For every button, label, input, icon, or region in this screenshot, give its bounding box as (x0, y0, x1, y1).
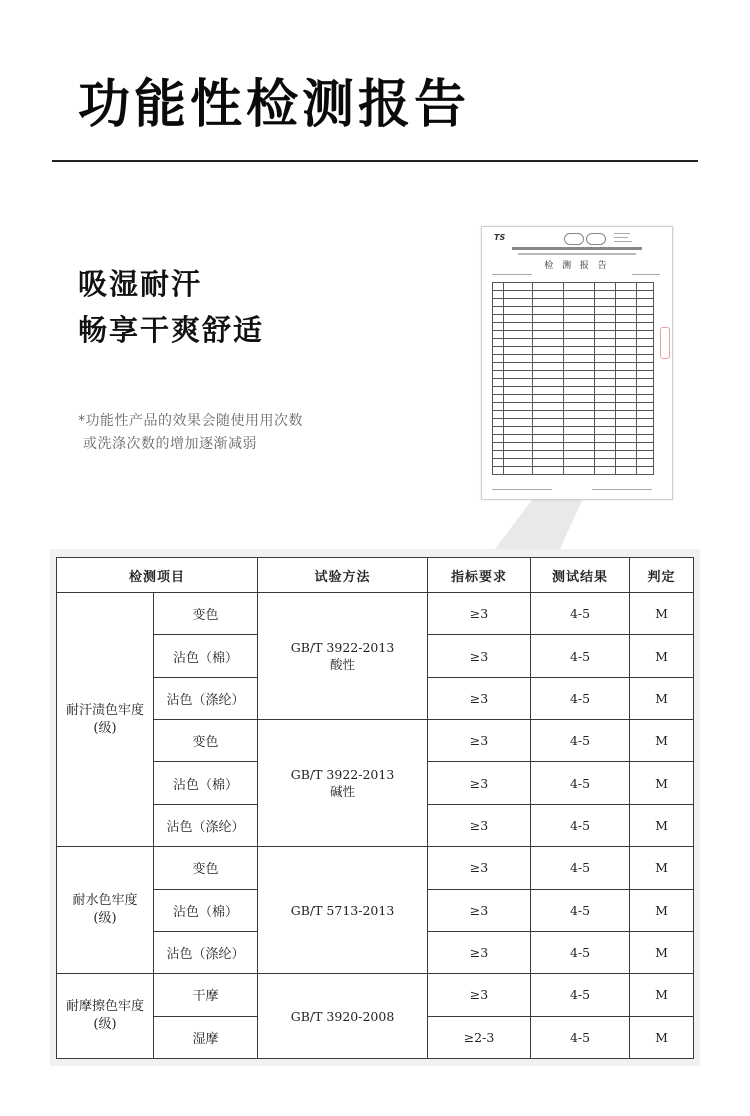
verdict-cell: M (630, 847, 694, 889)
footnote-line-1: *功能性产品的效果会随使用用次数 (78, 413, 303, 429)
sub-item: 沾色（棉） (154, 889, 258, 931)
method-standard: GB/T 5713-2013 (290, 902, 395, 918)
test-results-table (56, 557, 694, 1059)
footnote-line-2: 或洗涤次数的增加逐渐减弱 (83, 436, 257, 452)
header-verdict: 判定 (630, 558, 694, 593)
group-label-line: 耐水色牢度 (72, 893, 138, 909)
sub-item: 沾色（涤纶） (154, 931, 258, 973)
sub-item: 沾色（涤纶） (154, 804, 258, 846)
requirement-cell: ≥3 (428, 593, 531, 635)
requirement-cell: ≥3 (428, 804, 531, 846)
page-title: 功能性检测报告 (78, 75, 471, 135)
verdict-cell: M (630, 889, 694, 931)
group-label-unit: (级) (93, 911, 117, 927)
cnas-badge-icon (586, 233, 606, 245)
method-cell (258, 974, 428, 1059)
header-method: 试验方法 (258, 558, 428, 593)
test-results-card (50, 549, 700, 1066)
table-row (57, 847, 694, 889)
method-condition: 酸性 (330, 656, 356, 672)
sub-item: 变色 (154, 593, 258, 635)
thumbnail-table (492, 282, 654, 475)
result-cell: 4-5 (531, 593, 630, 635)
group-label-perspiration (57, 593, 154, 847)
report-thumbnail (481, 226, 673, 500)
group-label-line: 耐摩擦色牢度 (65, 999, 144, 1015)
sub-item: 变色 (154, 847, 258, 889)
certification-badge-icon (564, 233, 584, 245)
verdict-cell: M (630, 720, 694, 762)
group-label-line: 耐汗渍色牢度 (65, 702, 144, 718)
group-label-rubbing (57, 974, 154, 1059)
sub-item: 沾色（棉） (154, 762, 258, 804)
result-cell: 4-5 (531, 847, 630, 889)
group-label-unit: (级) (93, 720, 117, 736)
sub-item: 沾色（棉） (154, 635, 258, 677)
sub-item: 沾色（涤纶） (154, 677, 258, 719)
result-cell: 4-5 (531, 635, 630, 677)
result-cell: 4-5 (531, 804, 630, 846)
verdict-cell: M (630, 974, 694, 1016)
requirement-cell: ≥3 (428, 847, 531, 889)
result-cell: 4-5 (531, 931, 630, 973)
verdict-cell: M (630, 931, 694, 973)
sub-item: 干摩 (154, 974, 258, 1016)
method-cell (258, 593, 428, 720)
method-cell (258, 720, 428, 847)
header-item: 检测项目 (57, 558, 258, 593)
headline-line-2: 畅享干爽舒适 (78, 313, 265, 347)
verdict-cell: M (630, 593, 694, 635)
requirement-cell: ≥3 (428, 677, 531, 719)
requirement-cell: ≥3 (428, 974, 531, 1016)
method-standard: GB/T 3922-2013 (290, 639, 395, 655)
table-row (57, 593, 694, 635)
header-requirement: 指标要求 (428, 558, 531, 593)
verdict-cell: M (630, 677, 694, 719)
result-cell: 4-5 (531, 889, 630, 931)
thumbnail-logo: TS (494, 233, 506, 242)
verdict-cell: M (630, 804, 694, 846)
requirement-cell: ≥3 (428, 635, 531, 677)
result-cell: 4-5 (531, 1016, 630, 1058)
requirement-cell: ≥3 (428, 931, 531, 973)
method-standard: GB/T 3920-2008 (290, 1008, 395, 1024)
result-cell: 4-5 (531, 762, 630, 804)
stamp-icon (660, 327, 670, 359)
requirement-cell: ≥3 (428, 762, 531, 804)
requirement-cell: ≥3 (428, 720, 531, 762)
header-result: 测试结果 (531, 558, 630, 593)
headline-line-1: 吸湿耐汗 (78, 267, 203, 301)
table-header-row (57, 558, 694, 593)
result-cell: 4-5 (531, 974, 630, 1016)
group-label-unit: (级) (93, 1017, 117, 1033)
thumbnail-heading: 检 测 报 告 (544, 261, 610, 271)
result-cell: 4-5 (531, 720, 630, 762)
verdict-cell: M (630, 1016, 694, 1058)
verdict-cell: M (630, 762, 694, 804)
table-row (57, 974, 694, 1016)
requirement-cell: ≥2-3 (428, 1016, 531, 1058)
sub-item: 湿摩 (154, 1016, 258, 1058)
requirement-cell: ≥3 (428, 889, 531, 931)
group-label-water (57, 847, 154, 974)
method-cell (258, 847, 428, 974)
result-cell: 4-5 (531, 677, 630, 719)
method-condition: 碱性 (330, 783, 356, 799)
method-standard: GB/T 3922-2013 (290, 766, 395, 782)
verdict-cell: M (630, 635, 694, 677)
sub-item: 变色 (154, 720, 258, 762)
